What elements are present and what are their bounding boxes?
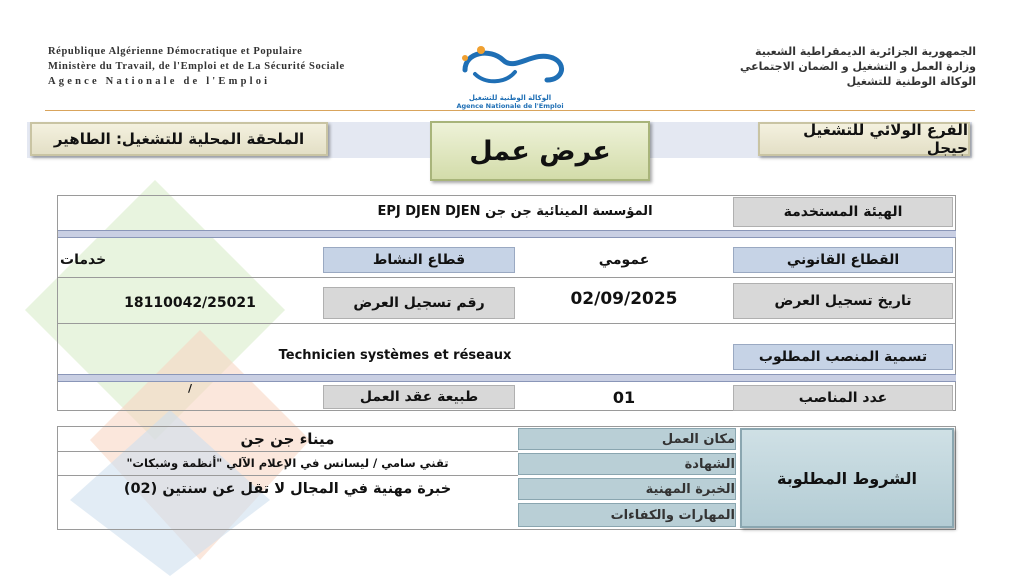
activity-sector-value: خدمات <box>60 252 107 268</box>
row-separator <box>58 230 956 238</box>
header-divider <box>45 110 975 111</box>
conditions-title: الشروط المطلوبة <box>740 428 954 528</box>
position-value: Technicien systèmes et réseaux <box>278 347 512 363</box>
experience-value: خبرة مهنية في المجال لا تقل عن سنتين (02) <box>123 481 452 497</box>
employer-value: المؤسسة المينائية جن جن EPJ DJEN DJEN <box>377 203 653 219</box>
header-fr-line1: République Algérienne Démocratique et Populaire <box>48 46 303 57</box>
row-line <box>58 475 518 476</box>
workplace-value: ميناء جن جن <box>240 430 335 448</box>
contract-type-value: / <box>187 381 193 395</box>
skills-label: المهارات والكفاءات <box>518 503 736 527</box>
workplace-label: مكان العمل <box>518 428 736 450</box>
header-ar-line3: الوكالة الوطنية للتشغيل <box>846 75 976 88</box>
employer-label: الهيئة المستخدمة <box>733 197 953 227</box>
reg-number-label: رقم تسجيل العرض <box>323 287 515 319</box>
header-ar-line2: وزارة العمل و التشغيل و الضمان الاجتماعي <box>740 60 976 73</box>
logo-fr-text: Agence Nationale de l'Emploi <box>456 102 564 110</box>
page-title: عرض عمل <box>430 121 650 181</box>
diploma-label: الشهادة <box>518 453 736 475</box>
header-fr-line3: Agence Nationale de l'Emploi <box>48 76 271 87</box>
reg-number-value: 18110042/25021 <box>124 295 256 311</box>
header-ar-line1: الجمهورية الجزائرية الديمقراطية الشعبية <box>755 45 976 58</box>
header-fr-line2: Ministère du Travail, de l'Emploi et de La Sécurité Sociale <box>48 61 345 72</box>
branch-badge: الفرع الولائي للتشغيل جيجل <box>758 122 970 156</box>
reg-date-value: 02/09/2025 <box>570 289 678 309</box>
diploma-value: تقني سامي / ليسانس في الإعلام الآلي "أنظمة وشبكات" <box>126 456 449 470</box>
local-annex-badge: الملحقة المحلية للتشغيل: الطاهير <box>30 122 328 156</box>
contract-type-label: طبيعة عقد العمل <box>323 385 515 409</box>
position-label: تسمية المنصب المطلوب <box>733 344 953 370</box>
positions-count-label: عدد المناصب <box>733 385 953 411</box>
positions-count-value: 01 <box>612 387 636 407</box>
logo-mark-icon <box>445 40 575 90</box>
activity-sector-label: قطاع النشاط <box>323 247 515 273</box>
experience-label: الخبرة المهنية <box>518 478 736 500</box>
legal-sector-value: عمومي <box>598 252 650 268</box>
reg-date-label: تاريخ تسجيل العرض <box>733 283 953 319</box>
row-line <box>58 277 956 278</box>
row-line <box>58 323 956 324</box>
legal-sector-label: القطاع القانوني <box>733 247 953 273</box>
skills-value <box>60 503 515 527</box>
logo-ar-text: الوكالة الوطنية للتشغيل <box>468 94 552 102</box>
agency-logo <box>445 40 575 110</box>
